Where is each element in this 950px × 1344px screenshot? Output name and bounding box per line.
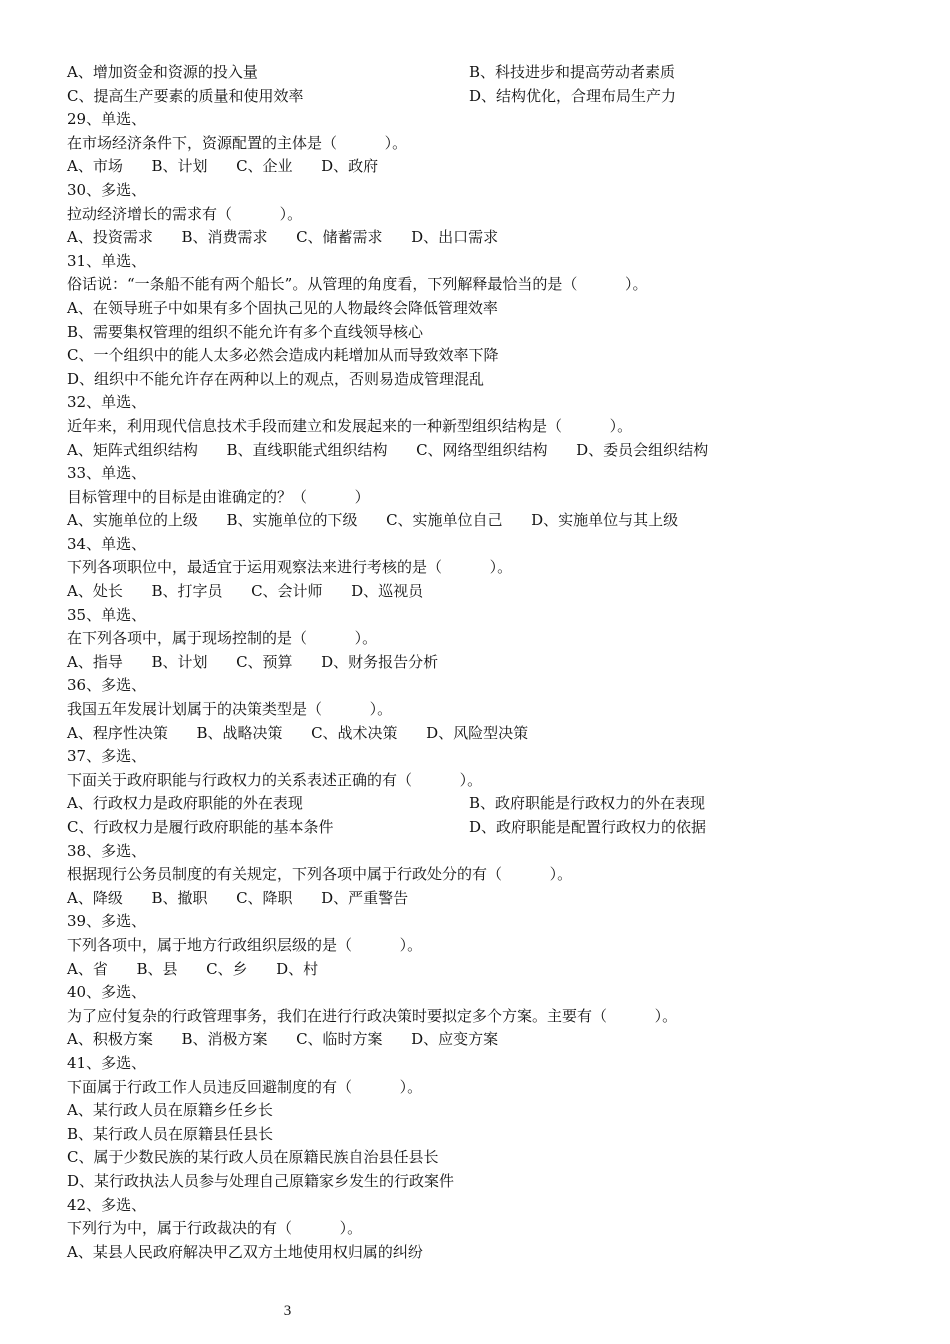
text-line: C、一个组织中的能人太多必然会造成内耗增加从而导致效率下降: [67, 346, 499, 365]
text-line: A、程序性决策 B、战略决策 C、战术决策 D、风险型决策: [67, 723, 529, 742]
option-right: D、结构优化，合理布局生产力: [469, 86, 677, 105]
text-line: A、投资需求 B、消费需求 C、储蓄需求 D、出口需求: [67, 228, 499, 247]
option-left: A、增加资金和资源的投入量: [67, 63, 258, 81]
text-line: A、在领导班子中如果有多个固执己见的人物最终会降低管理效率: [67, 298, 498, 317]
text-line: 30、多选、: [67, 180, 147, 199]
text-line: 近年来，利用现代信息技术手段而建立和发展起来的一种新型组织结构是（ ）。: [67, 416, 633, 435]
text-line: C、属于少数民族的某行政人员在原籍民族自治县任县长: [67, 1148, 439, 1167]
text-line: A、指导 B、计划 C、预算 D、财务报告分析: [67, 652, 439, 671]
text-line: A、省 B、县 C、乡 D、村: [67, 959, 319, 978]
text-line: A、处长 B、打字员 C、会计师 D、巡视员: [67, 582, 424, 601]
text-line: 在下列各项中，属于现场控制的是（ ）。: [67, 629, 378, 648]
text-line: 下面关于政府职能与行政权力的关系表述正确的有（ ）。: [67, 770, 483, 789]
document-page: [67, 61, 897, 1264]
page-number: 3: [283, 1303, 292, 1319]
option-left: C、行政权力是履行政府职能的基本条件: [67, 818, 334, 836]
option-right: D、政府职能是配置行政权力的依据: [469, 818, 707, 836]
text-line: A、积极方案 B、消极方案 C、临时方案 D、应变方案: [67, 1030, 499, 1049]
text-line: 拉动经济增长的需求有（ ）。: [67, 204, 303, 223]
option-left: C、提高生产要素的质量和使用效率: [67, 86, 304, 105]
text-line: 下列各项中，属于地方行政组织层级的是（ ）。: [67, 935, 423, 954]
text-line: B、需要集权管理的组织不能允许有多个直线领导核心: [67, 322, 424, 341]
text-line: A、降级 B、撤职 C、降职 D、严重警告: [67, 888, 409, 907]
text-line: 根据现行公务员制度的有关规定，下列各项中属于行政处分的有（ ）。: [67, 865, 573, 884]
text-line: 33、单选、: [67, 464, 147, 483]
text-line: 35、单选、: [67, 605, 147, 624]
text-line: 为了应付复杂的行政管理事务，我们在进行行政决策时要拟定多个方案。主要有（ ）。: [67, 1006, 678, 1025]
option-right: B、政府职能是行政权力的外在表现: [469, 794, 706, 813]
text-line: 36、多选、: [67, 676, 147, 695]
text-line: 在市场经济条件下，资源配置的主体是（ ）。: [67, 133, 408, 152]
text-line: A、实施单位的上级 B、实施单位的下级 C、实施单位自己 D、实施单位与其上级: [67, 511, 679, 530]
text-line: 37、多选、: [67, 747, 147, 766]
text-line: 我国五年发展计划属于的决策类型是（ ）。: [67, 700, 393, 719]
text-line: A、矩阵式组织结构 B、直线职能式组织结构 C、网络型组织结构 D、委员会组织结构: [67, 440, 709, 459]
option-left: A、行政权力是政府职能的外在表现: [67, 794, 303, 813]
text-line: D、某行政执法人员参与处理自己原籍家乡发生的行政案件: [67, 1171, 455, 1190]
text-line: 39、多选、: [67, 912, 147, 931]
option-pair-line: [67, 792, 897, 816]
option-pair-line: [67, 816, 897, 840]
option-pair-line: [67, 61, 897, 85]
text-line: 下列行为中，属于行政裁决的有（ ）。: [67, 1219, 363, 1238]
text-line: A、某行政人员在原籍乡任乡长: [67, 1101, 273, 1120]
text-line: 29、单选、: [67, 110, 147, 129]
text-line: 俗话说：“一条船不能有两个船长”。从管理的角度看，下列解释最恰当的是（ ）。: [67, 275, 648, 294]
text-line: B、某行政人员在原籍县任县长: [67, 1124, 274, 1143]
option-pair-line: [67, 85, 897, 109]
text-line: 31、单选、: [67, 251, 147, 270]
text-line: 下面属于行政工作人员违反回避制度的有（ ）。: [67, 1077, 423, 1096]
text-line: 42、多选、: [67, 1195, 147, 1214]
text-line: A、某县人民政府解决甲乙双方土地使用权归属的纠纷: [67, 1242, 423, 1261]
text-line: 目标管理中的目标是由谁确定的？（ ）: [67, 487, 370, 506]
text-line: 下列各项职位中，最适宜于运用观察法来进行考核的是（ ）。: [67, 558, 513, 577]
text-line: 41、多选、: [67, 1053, 147, 1072]
text-line: A、市场 B、计划 C、企业 D、政府: [67, 157, 379, 176]
text-line: 34、单选、: [67, 534, 147, 553]
option-right: B、科技进步和提高劳动者素质: [469, 63, 676, 81]
text-line: 32、单选、: [67, 393, 147, 412]
text-line: D、组织中不能允许存在两种以上的观点，否则易造成管理混乱: [67, 369, 485, 388]
text-line: 38、多选、: [67, 841, 147, 860]
text-line: 40、多选、: [67, 983, 147, 1002]
